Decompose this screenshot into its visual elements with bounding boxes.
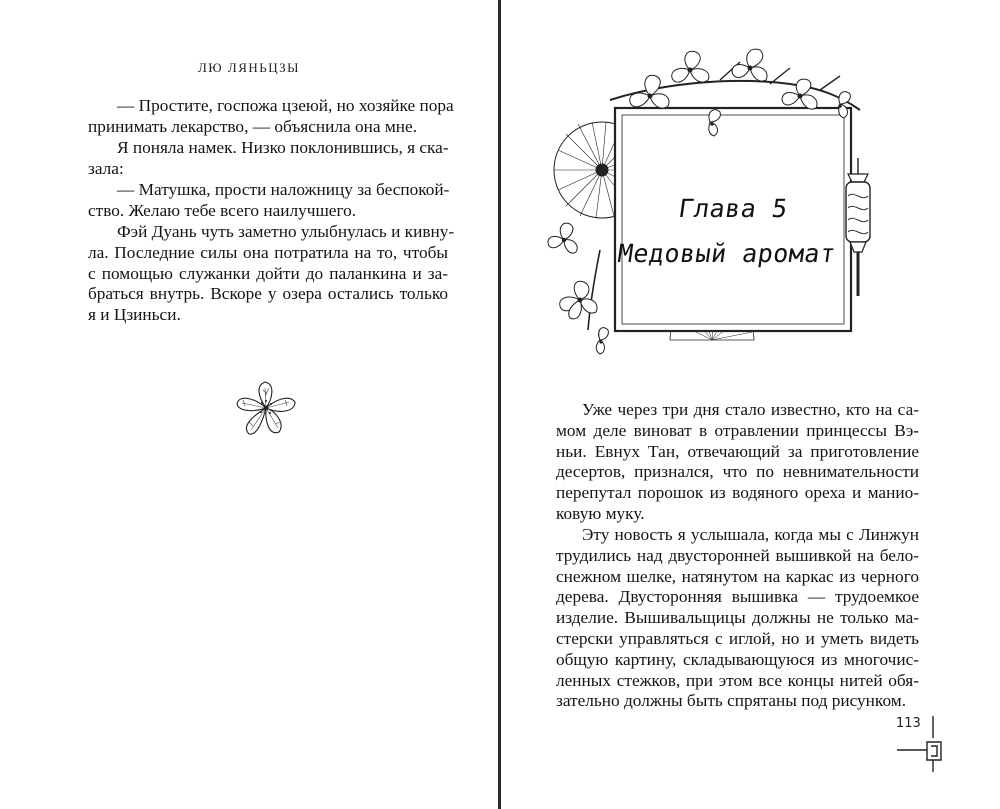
text-line: — Матушка, прости наложницу за беспокой-: [117, 180, 450, 199]
text-line: десертов, признался, что по невнимательности: [556, 462, 919, 482]
text-line: Фэй Дуань чуть заметно улыбнулась и кивну-: [117, 222, 455, 241]
chapter-heading: [609, 186, 852, 276]
text-line: Уже через три дня стало известно, кто на са-: [582, 400, 919, 419]
text-line: ньи. Евнух Тан, отвечающий за приготовление: [556, 441, 919, 461]
text-line: ла. Последние силы она потратила на то, чтобы: [88, 242, 448, 262]
left-paragraph-1: [88, 96, 454, 138]
text-line: перепутал порошок из водяного ореха и манио-: [556, 483, 919, 503]
text-line: ковую муку.: [556, 503, 645, 523]
text-line: дерева. Двусторонняя вышивка — трудоемкое: [556, 587, 919, 607]
text-line: ленных стежков, при этом все концы нитей обя-: [556, 670, 919, 690]
right-paragraph-2: [556, 525, 919, 712]
text-line: мом деле виноват в отравлении принцессы Вэ-: [556, 420, 919, 440]
left-paragraph-3: [88, 180, 448, 222]
left-page: [0, 0, 498, 809]
flower-ornament-icon: [229, 378, 303, 442]
text-line: — Простите, госпожа цзеюй, но хозяйке пора: [117, 96, 454, 115]
text-line: браться внутрь. Вскоре у озера остались только: [88, 284, 448, 304]
chapter-number: Глава 5: [676, 194, 790, 223]
text-line: снежном шелке, натянутом на каркас из черного: [556, 566, 919, 586]
text-line: Я поняла намек. Низко поклонившись, я ска-: [117, 138, 449, 157]
text-line: стерски управляться с иглой, но и уметь видеть: [556, 628, 919, 648]
text-line: с помощью служанки дойти до паланкина и за-: [88, 263, 448, 283]
text-line: зала:: [88, 158, 124, 178]
text-line: Эту новость я услышала, когда мы с Линжун: [582, 525, 919, 544]
text-line: я и Цзиньси.: [88, 305, 181, 325]
text-line: общую картину, складывающуюся из многочис-: [556, 649, 919, 669]
chapter-title: Медовый аромат: [615, 239, 838, 268]
text-line: изделие. Вышивальщицы должны не только ма-: [556, 608, 919, 628]
left-paragraph-4: [88, 222, 455, 326]
text-line: принимать лекарство, — объяснила она мне.: [88, 116, 418, 136]
text-line: трудились над двусторонней вышивкой на бело-: [556, 545, 919, 565]
text-line: ство. Желаю тебе всего наилучшего.: [88, 200, 357, 220]
page-number: 113: [896, 716, 921, 731]
left-paragraph-2: [88, 138, 448, 180]
right-paragraph-1: [556, 400, 919, 525]
text-line: зательно должны быть спрятаны под рисунком.: [556, 691, 907, 711]
running-head: ЛЮ ЛЯНЬЦЗЫ: [197, 60, 300, 75]
